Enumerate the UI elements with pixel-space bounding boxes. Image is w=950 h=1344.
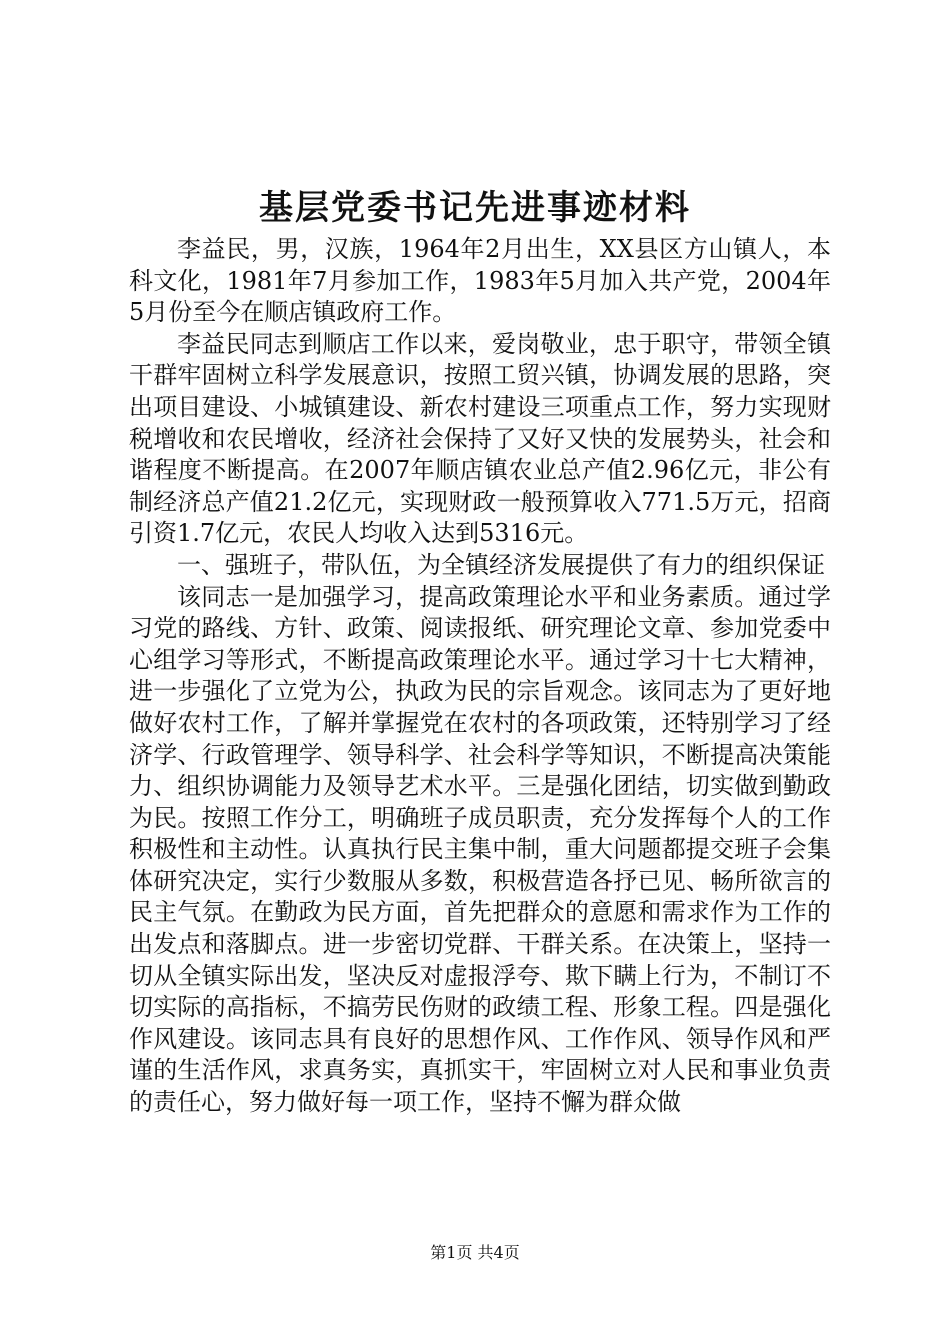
paragraph-overview: 李益民同志到顺店工作以来，爱岗敬业，忠于职守，带领全镇干群牢固树立科学发展意识，按照工贸兴镇，协调发展的思路，突出项目建设、小城镇建设、新农村建设三项重点工作，努力实现财税增收和农民增收，经济社会保持了又好又快的发展势头，社会和谐程度不断提高。在2007年顺店镇农业总产值2.96亿元，非公有制经济总产值21.2亿元，实现财政一般预算收入771.5万元，招商引资1.7亿元，农民人均收入达到5316元。: [129, 329, 831, 548]
page-number-footer: 第1页 共4页: [430, 1243, 520, 1262]
paragraph-intro: 李益民，男，汉族，1964年2月出生，XX县区方山镇人，本科文化，1981年7月参加工作，1983年5月加入共产党，2004年5月份至今在顺店镇政府工作。: [129, 235, 831, 327]
section-heading-1: 一、强班子，带队伍，为全镇经济发展提供了有力的组织保证: [177, 550, 825, 579]
document-title: 基层党委书记先进事迹材料: [259, 188, 691, 228]
paragraph-section-1: 该同志一是加强学习，提高政策理论水平和业务素质。通过学习党的路线、方针、政策、阅读报纸、研究理论文章、参加党委中心组学习等形式，不断提高政策理论水平。通过学习十七大精神，进一步强化了立党为公，执政为民的宗旨观念。该同志为了更好地做好农村工作，了解并掌握党在农村的各项政策，还特别学习了经济学、行政管理学、领导科学、社会科学等知识，不断提高决策能力、组织协调能力及领导艺术水平。三是强化团结，切实做到勤政为民。按照工作分工，明确班子成员职责，充分发挥每个人的工作积极性和主动性。认真执行民主集中制，重大问题都提交班子会集体研究决定，实行少数服从多数，积极营造各抒已见、畅所欲言的民主气氛。在勤政为民方面，首先把群众的意愿和需求作为工作的出发点和落脚点。进一步密切党群、干群关系。在决策上，坚持一切从全镇实际出发，坚决反对虚报浮夸、欺下瞒上行为，不制订不切实际的高指标，不搞劳民伤财的政绩工程、形象工程。四是强化作风建设。该同志具有良好的思想作风、工作作风、领导作风和严谨的生活作风，求真务实，真抓实干，牢固树立对人民和事业负责的责任心，努力做好每一项工作，坚持不懈为群众做: [129, 582, 831, 1117]
document-body: [129, 234, 831, 1119]
